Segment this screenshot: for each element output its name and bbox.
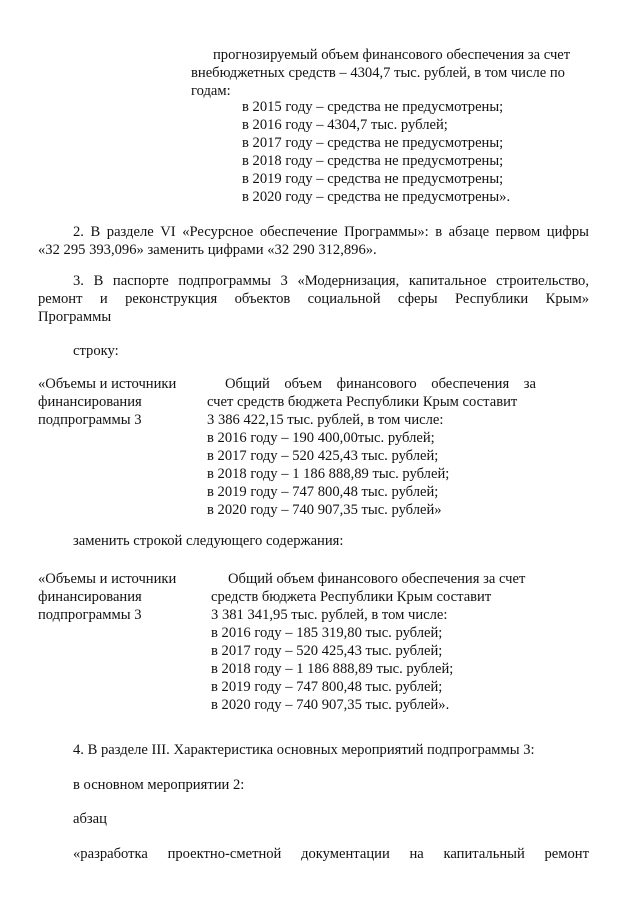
old-right-line: в 2019 году – 747 800,48 тыс. рублей; [207,484,439,500]
old-right-line: Общий объем финансового обеспечения за [225,376,536,392]
old-right-line: в 2016 году – 190 400,00тыс. рублей; [207,430,435,446]
new-left-line: финансирования [38,589,142,605]
stroku-label: строку: [73,343,119,359]
old-left-line: подпрограммы 3 [38,412,142,428]
quote-line: «разработка проектно-сметной документации на капитальный ремонт [73,846,589,862]
forecast-line-2: внебюджетных средств – 4304,7 тыс. рублей, в том числе по [191,65,565,81]
new-right-line: средств бюджета Республики Крым составит [211,589,492,605]
new-left-line: подпрограммы 3 [38,607,142,623]
old-right-line: в 2017 году – 520 425,43 тыс. рублей; [207,448,439,464]
item3-line-2: ремонт и реконструкция объектов социальной сферы Республики Крым» [38,291,589,307]
abzac-label: абзац [73,811,107,827]
year-line: в 2019 году – средства не предусмотрены; [242,171,504,187]
year-line: в 2017 году – средства не предусмотрены; [242,135,504,151]
new-right-line: в 2019 году – 747 800,48 тыс. рублей; [211,679,443,695]
forecast-line-3: годам: [191,83,231,99]
new-right-line: Общий объем финансового обеспечения за счет [228,571,526,587]
old-right-line: 3 386 422,15 тыс. рублей, в том числе: [207,412,444,428]
new-right-line: в 2020 году – 740 907,35 тыс. рублей». [211,697,450,713]
main-event-line: в основном мероприятии 2: [73,777,245,793]
old-left-line: финансирования [38,394,142,410]
year-line: в 2020 году – средства не предусмотрены». [242,189,511,205]
year-line: в 2016 году – 4304,7 тыс. рублей; [242,117,448,133]
new-right-line: в 2018 году – 1 186 888,89 тыс. рублей; [211,661,454,677]
replace-label: заменить строкой следующего содержания: [73,533,344,549]
item4-line: 4. В разделе III. Характеристика основных мероприятий подпрограммы 3: [73,742,535,758]
item3-line-3: Программы [38,309,112,325]
year-line: в 2015 году – средства не предусмотрены; [242,99,504,115]
new-right-line: 3 381 341,95 тыс. рублей, в том числе: [211,607,448,623]
old-right-line: счет средств бюджета Республики Крым составит [207,394,518,410]
item2-line-1: 2. В разделе VI «Ресурсное обеспечение Программы»: в абзаце первом цифры [73,224,589,240]
new-right-line: в 2016 году – 185 319,80 тыс. рублей; [211,625,443,641]
item2-line-2: «32 295 393,096» заменить цифрами «32 290 312,896». [38,242,377,258]
forecast-line-1: прогнозируемый объем финансового обеспечения за счет [213,47,571,63]
old-right-line: в 2020 году – 740 907,35 тыс. рублей» [207,502,442,518]
year-line: в 2018 году – средства не предусмотрены; [242,153,504,169]
new-right-line: в 2017 году – 520 425,43 тыс. рублей; [211,643,443,659]
old-left-line: «Объемы и источники [38,376,177,392]
new-left-line: «Объемы и источники [38,571,177,587]
item3-line-1: 3. В паспорте подпрограммы 3 «Модернизация, капитальное строительство, [73,273,589,289]
old-right-line: в 2018 году – 1 186 888,89 тыс. рублей; [207,466,450,482]
